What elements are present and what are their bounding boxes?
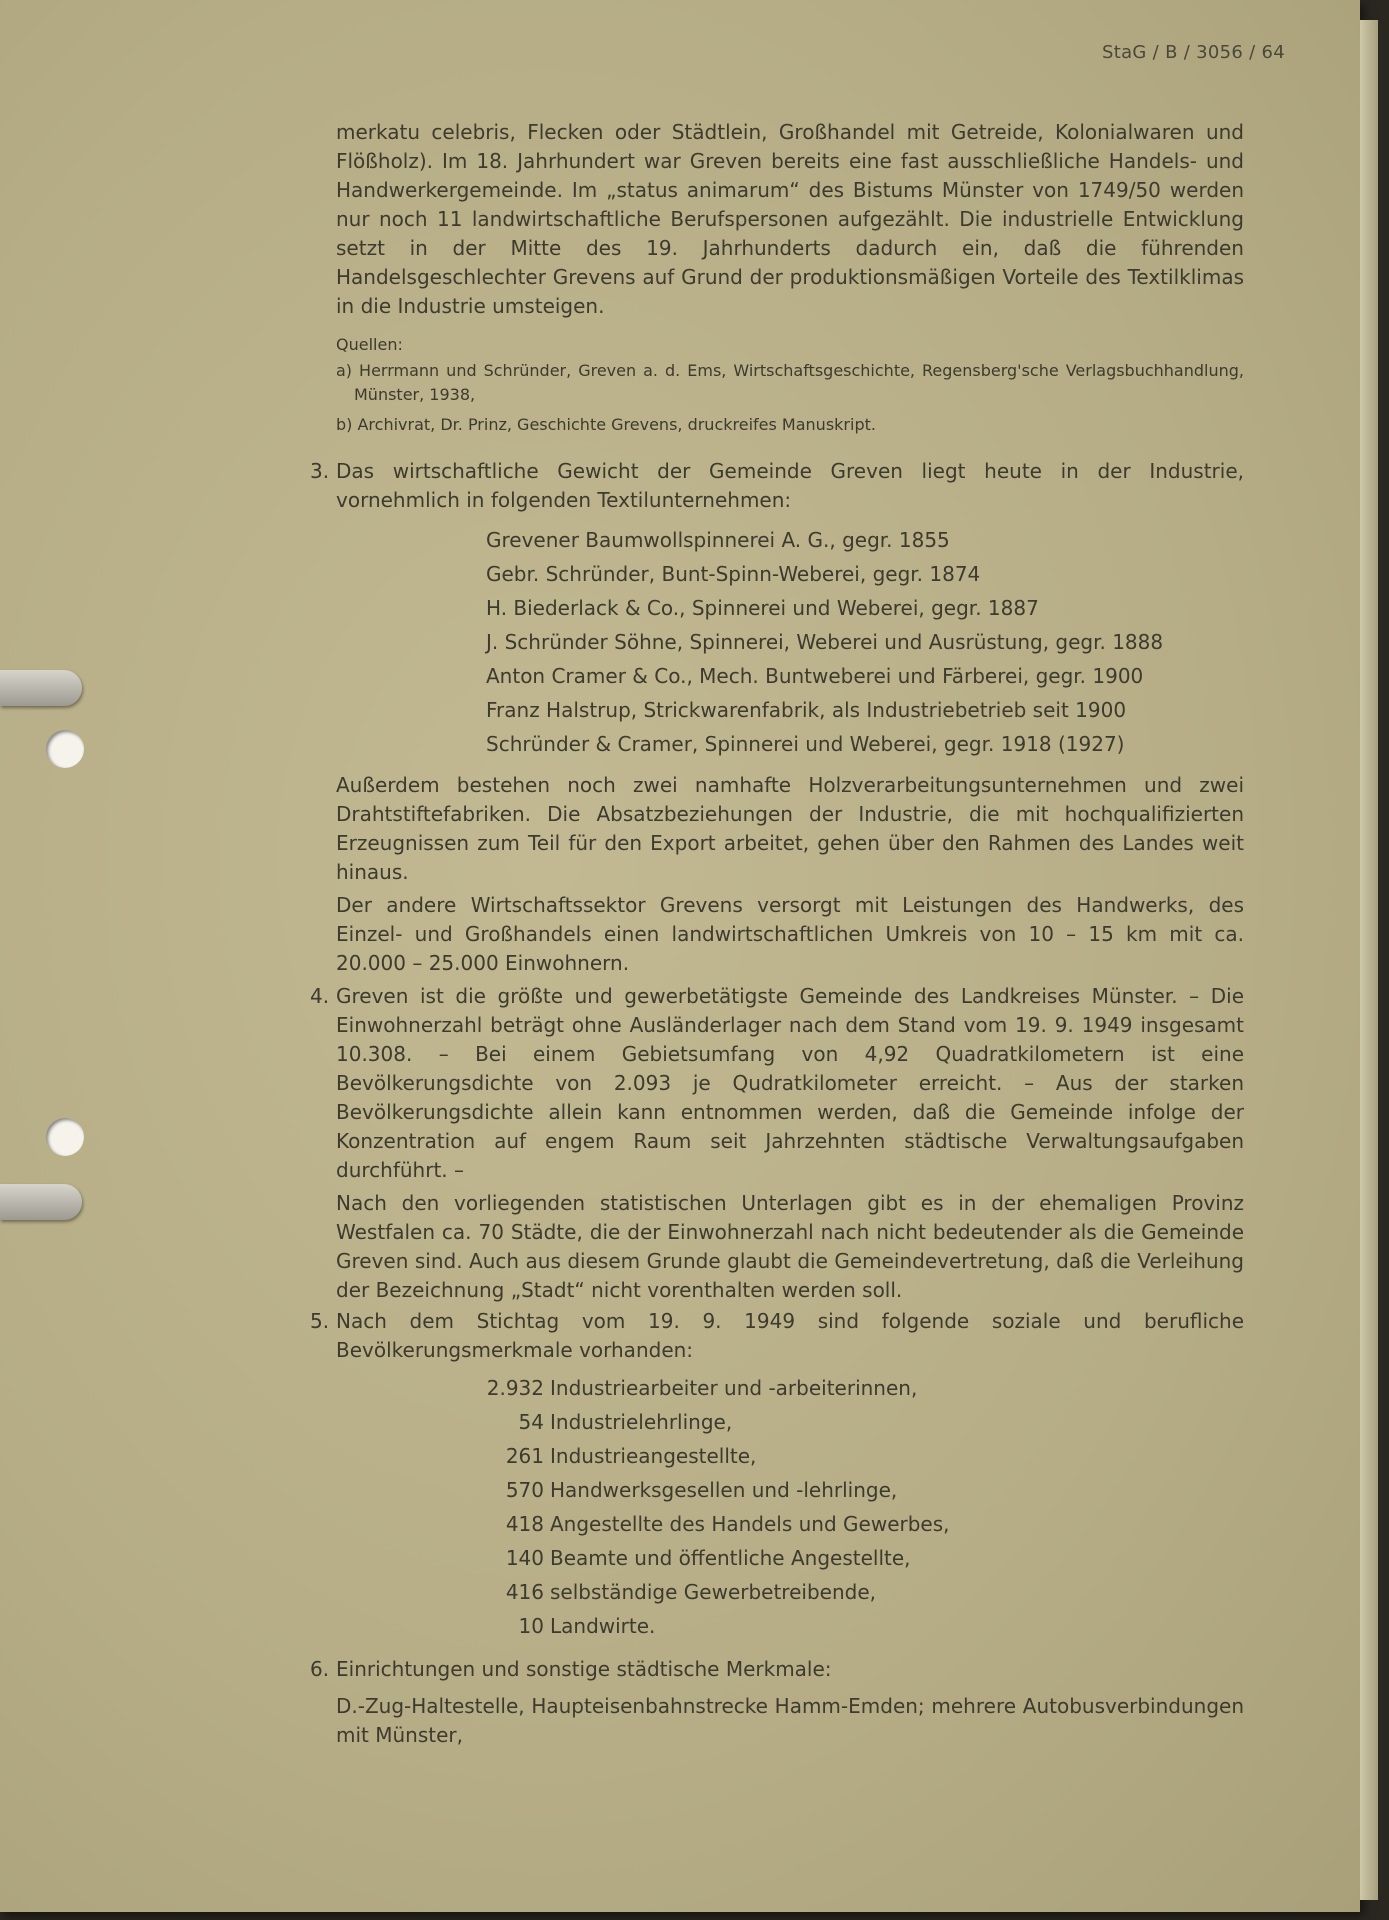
sources-block xyxy=(336,333,1244,437)
stat-label: Industrielehrlinge, xyxy=(550,1410,733,1434)
section-3 xyxy=(310,457,1244,978)
stat-count: 10 xyxy=(518,1614,544,1638)
stat-row xyxy=(484,1507,1244,1541)
stat-row xyxy=(484,1439,1244,1473)
section-6-number: 6. xyxy=(310,1657,330,1681)
section-4-paragraph: Nach den vorliegenden statistischen Unterlagen gibt es in der ehemaligen Provinz Westfalen ca. 70 Städte, die der Einwohnerzahl nach nicht bedeutender als die Gemeinde Greven sind. Auch aus diesem Grunde glaubt die Gemeindevertretung, daß die Verleihung der Bezeichnung „Stadt“ nicht vorenthalten werden soll. xyxy=(336,1191,1244,1302)
firm-item: Anton Cramer & Co., Mech. Buntweberei und Färberei, gegr. 1900 xyxy=(486,664,1144,688)
section-4-number: 4. xyxy=(310,984,330,1008)
stat-label: Industriearbeiter und -arbeiterinnen, xyxy=(550,1376,918,1400)
stat-row xyxy=(484,1473,1244,1507)
stat-label: Landwirte. xyxy=(550,1614,656,1638)
stat-row xyxy=(484,1609,1244,1643)
section-5-number: 5. xyxy=(310,1309,330,1333)
source-b: b) Archivrat, Dr. Prinz, Geschichte Grevens, druckreifes Manuskript. xyxy=(336,415,876,434)
firm-item: Franz Halstrup, Strickwarenfabrik, als Industriebetrieb seit 1900 xyxy=(486,698,1127,722)
section-4-text: Greven ist die größte und gewerbetätigste Gemeinde des Landkreises Münster. – Die Einwohnerzahl beträgt ohne Ausländerlager nach dem Stand vom 19. 9. 1949 insgesamt 10.308. – Bei einem Gebietsumfang von 4,92 Quadratkilometern ist eine Bevölkerungsdichte von 2.093 je Qudratkilometer erreicht. – Aus der starken Bevölkerungsdichte allein kann entnommen werden, daß die Gemeinde infolge der Konzentration auf engem Raum seit Jahrzehnten städtische Verwaltungsaufgaben durchführt. – xyxy=(336,984,1244,1182)
stat-row xyxy=(484,1371,1244,1405)
stat-row xyxy=(484,1575,1244,1609)
stat-count: 416 xyxy=(505,1580,544,1604)
sources-label: Quellen: xyxy=(336,335,403,354)
page-stack-edge xyxy=(1360,20,1378,1900)
firm-item: Schründer & Cramer, Spinnerei und Weberei, gegr. 1918 (1927) xyxy=(486,732,1125,756)
stat-label: Angestellte des Handels und Gewerbes, xyxy=(550,1512,950,1536)
stat-count: 261 xyxy=(505,1444,544,1468)
section-6 xyxy=(310,1655,1244,1750)
stat-row xyxy=(484,1405,1244,1439)
section-5 xyxy=(310,1307,1244,1643)
firm-item: Grevener Baumwollspinnerei A. G., gegr. 1855 xyxy=(486,528,950,552)
section-3-text: Das wirtschaftliche Gewicht der Gemeinde Greven liegt heute in der Industrie, vornehmlich in folgenden Textilunternehmen: xyxy=(336,459,1244,512)
section-3-paragraph-2: Der andere Wirtschaftssektor Grevens versorgt mit Leistungen des Handwerks, des Einzel- und Großhandels einen landwirtschaftlichen Umkreis von 10 – 15 km mit ca. 20.000 – 25.000 Einwohnern. xyxy=(336,893,1244,975)
stat-count: 570 xyxy=(505,1478,544,1502)
section-3-paragraph-1: Außerdem bestehen noch zwei namhafte Holzverarbeitungsunternehmen und zwei Drahtstiftefabriken. Die Absatzbeziehungen der Industrie, die mit hochqualifizierten Erzeugnissen zum Teil für den Export arbeitet, gehen über den Rahmen des Landes weit hinaus. xyxy=(336,773,1244,884)
section-4 xyxy=(310,982,1244,1305)
firm-item: Gebr. Schründer, Bunt-Spinn-Weberei, gegr. 1874 xyxy=(486,562,981,586)
section-3-number: 3. xyxy=(310,459,330,483)
punch-hole-bottom xyxy=(46,1118,84,1156)
firm-item: J. Schründer Söhne, Spinnerei, Weberei und Ausrüstung, gegr. 1888 xyxy=(486,630,1164,654)
archive-reference: StaG / B / 3056 / 64 xyxy=(1102,42,1286,63)
source-a: a) Herrmann und Schründer, Greven a. d. Ems, Wirtschaftsgeschichte, Regensberg'sche Verlagsbuchhandlung, Münster, 1938, xyxy=(336,361,1244,404)
section-6-text: Einrichtungen und sonstige städtische Merkmale: xyxy=(336,1657,832,1681)
stat-label: selbständige Gewerbetreibende, xyxy=(550,1580,876,1604)
stat-count: 418 xyxy=(505,1512,544,1536)
firm-item: H. Biederlack & Co., Spinnerei und Weberei, gegr. 1887 xyxy=(486,596,1039,620)
binder-clip-bottom xyxy=(0,1184,82,1220)
punch-hole-top xyxy=(46,730,84,768)
stat-count: 140 xyxy=(505,1546,544,1570)
intro-paragraph: merkatu celebris, Flecken oder Städtlein, Großhandel mit Getreide, Kolonialwaren und Flößholz). Im 18. Jahrhundert war Greven bereits eine fast ausschließliche Handels- und Handwerkergemeinde. Im „status animarum“ des Bistums Münster von 1749/50 werden nur noch 11 landwirtschaftliche Berufspersonen aufgezählt. Die industrielle Entwicklung setzt in der Mitte des 19. Jahrhunderts dadurch ein, daß die führenden Handelsgeschlechter Grevens auf Grund der produktionsmäßigen Vorteile des Textilklimas in die Industrie umsteigen. xyxy=(336,120,1244,318)
binder-clip-top xyxy=(0,670,82,706)
section-5-text: Nach dem Stichtag vom 19. 9. 1949 sind folgende soziale und berufliche Bevölkerungsmerkmale vorhanden: xyxy=(336,1309,1244,1362)
stat-count: 54 xyxy=(518,1410,544,1434)
stat-label: Industrieangestellte, xyxy=(550,1444,757,1468)
population-stats xyxy=(484,1371,1244,1643)
section-6-paragraph: D.-Zug-Haltestelle, Haupteisenbahnstrecke Hamm-Emden; mehrere Autobusverbindungen mit Münster, xyxy=(336,1694,1244,1747)
stat-label: Beamte und öffentliche Angestellte, xyxy=(550,1546,911,1570)
stat-count: 2.932 xyxy=(486,1376,544,1400)
stat-row xyxy=(484,1541,1244,1575)
document-body xyxy=(310,118,1244,1750)
firm-list xyxy=(486,523,1244,761)
stat-label: Handwerksgesellen und -lehrlinge, xyxy=(550,1478,898,1502)
